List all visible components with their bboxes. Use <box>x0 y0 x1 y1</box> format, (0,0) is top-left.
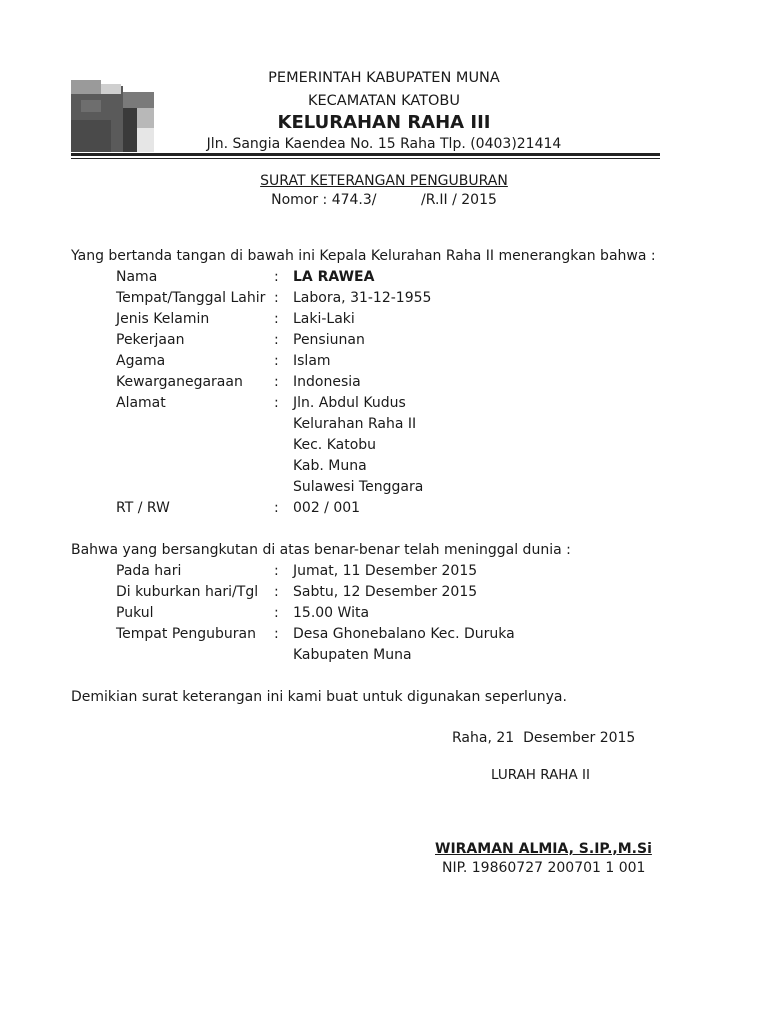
person-value: Laki-Laki <box>293 311 355 327</box>
rtrw-value: 002 / 001 <box>293 500 361 516</box>
intro-text: Yang bertanda tangan di bawah ini Kepala Kelurahan Raha II menerangkan bahwa : <box>71 248 656 264</box>
address-line: Kab. Muna <box>293 458 367 474</box>
death-value: Desa Ghonebalano Kec. Duruka <box>293 626 515 642</box>
address-line: Sulawesi Tenggara <box>293 479 424 495</box>
rtrw-label: RT / RW <box>116 500 170 516</box>
letter-title: SURAT KETERANGAN PENGUBURAN <box>260 173 508 189</box>
colon: : <box>274 374 279 390</box>
death-label: Pada hari <box>116 563 182 579</box>
death-label: Di kuburkan hari/Tgl <box>116 584 259 600</box>
burial-extra-line: Kabupaten Muna <box>293 647 412 663</box>
death-label: Tempat Penguburan <box>116 626 256 642</box>
death-value: 15.00 Wita <box>293 605 370 621</box>
header-divider-thin <box>71 158 660 159</box>
signature-nip: NIP. 19860727 200701 1 001 <box>442 860 646 876</box>
signature-place-date: Raha, 21 Desember 2015 <box>452 730 636 746</box>
person-label: Nama <box>116 269 158 285</box>
header-address: Jln. Sangia Kaendea No. 15 Raha Tlp. (0403)21414 <box>206 136 562 152</box>
colon: : <box>274 311 279 327</box>
person-value: Jln. Abdul Kudus <box>293 395 406 411</box>
person-value: Labora, 31-12-1955 <box>293 290 432 306</box>
death-intro-text: Bahwa yang bersangkutan di atas benar-benar telah meninggal dunia : <box>71 542 571 558</box>
colon: : <box>274 500 279 516</box>
person-label: Jenis Kelamin <box>116 311 210 327</box>
person-value: Indonesia <box>293 374 361 390</box>
closing-text: Demikian surat keterangan ini kami buat untuk digunakan seperlunya. <box>71 689 567 705</box>
person-name-value: LA RAWEA <box>293 269 375 285</box>
person-value: Pensiunan <box>293 332 365 348</box>
death-value: Jumat, 11 Desember 2015 <box>293 563 478 579</box>
address-line: Kec. Katobu <box>293 437 377 453</box>
colon: : <box>274 353 279 369</box>
header-village: KELURAHAN RAHA III <box>277 112 491 133</box>
person-label: Tempat/Tanggal Lahir <box>116 290 266 306</box>
person-label: Alamat <box>116 395 166 411</box>
colon: : <box>274 605 279 621</box>
header-divider-thick <box>71 153 660 156</box>
death-value: Sabtu, 12 Desember 2015 <box>293 584 478 600</box>
person-label: Kewarganegaraan <box>116 374 243 390</box>
colon: : <box>274 395 279 411</box>
colon: : <box>274 563 279 579</box>
colon: : <box>274 626 279 642</box>
person-label: Agama <box>116 353 166 369</box>
address-line: Kelurahan Raha II <box>293 416 417 432</box>
person-label: Pekerjaan <box>116 332 185 348</box>
person-value: Islam <box>293 353 331 369</box>
signature-name: WIRAMAN ALMIA, S.IP.,M.Si <box>435 841 652 857</box>
colon: : <box>274 290 279 306</box>
letter-number: Nomor : 474.3/ /R.II / 2015 <box>271 192 497 208</box>
header-government: PEMERINTAH KABUPATEN MUNA <box>268 70 500 86</box>
colon: : <box>274 269 279 285</box>
header-district: KECAMATAN KATOBU <box>307 93 460 109</box>
colon: : <box>274 584 279 600</box>
colon: : <box>274 332 279 348</box>
death-label: Pukul <box>116 605 154 621</box>
signature-position: LURAH RAHA II <box>491 767 590 783</box>
